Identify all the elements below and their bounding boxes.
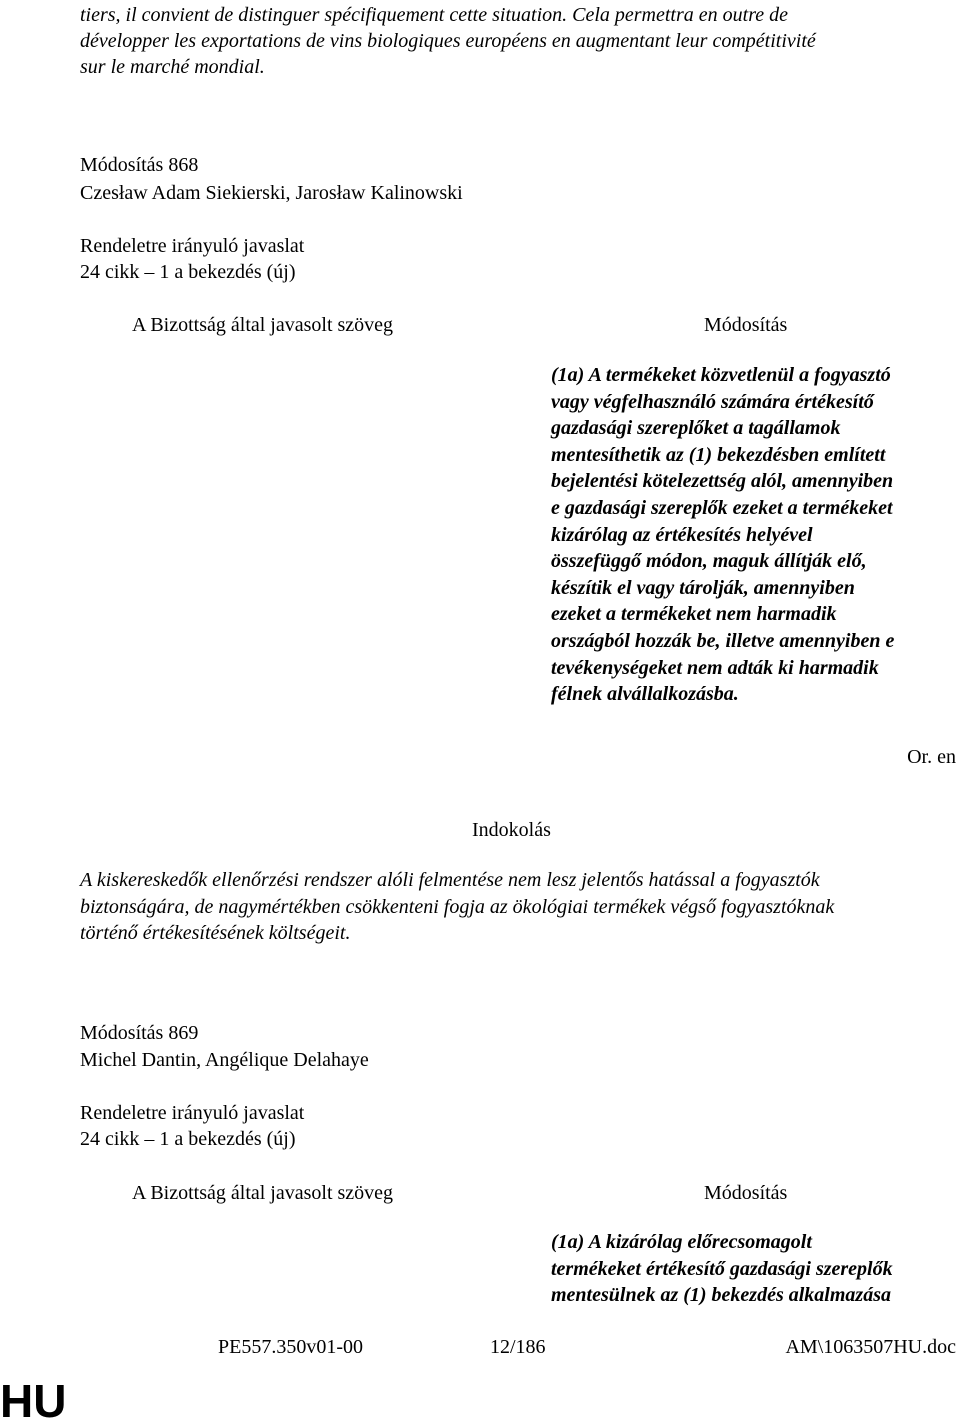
amendment-number: Módosítás 869 <box>80 1022 199 1044</box>
column-header-commission-text: A Bizottság által javasolt szöveg <box>132 314 394 336</box>
column-header-amendment: Módosítás <box>704 1182 788 1204</box>
amendment-text-line: termékeket értékesítő gazdasági szereplők <box>551 1257 893 1280</box>
column-header-amendment: Módosítás <box>704 314 788 336</box>
column-header-commission-text: A Bizottság által javasolt szöveg <box>132 1182 394 1204</box>
amendment-text-line: bejelentési kötelezettség alól, amennyiben <box>551 470 894 493</box>
amendment-text-line: tevékenységeket nem adták ki harmadik <box>551 656 879 679</box>
proposal-title: Rendeletre irányuló javaslat <box>80 1102 305 1124</box>
amendment-text-line: (1a) A kizárólag előrecsomagolt <box>551 1231 812 1253</box>
amendment-number: Módosítás 868 <box>80 154 199 176</box>
amendment-authors: Michel Dantin, Angélique Delahaye <box>80 1049 369 1071</box>
amendment-text-line: mentesülnek az (1) bekezdés alkalmazása <box>551 1284 891 1307</box>
document-reference: PE557.350v01-00 <box>218 1336 363 1358</box>
justification-line: A kiskereskedők ellenőrzési rendszer alóli felmentése nem lesz jelentős hatással a fogyasztók <box>80 869 820 891</box>
amendment-text <box>551 362 955 708</box>
article-reference: 24 cikk – 1 a bekezdés (új) <box>80 1128 296 1150</box>
amendment-text-line: országból hozzák be, illetve amennyiben e <box>551 629 895 652</box>
amendment-text-line: készítik el vagy tárolják, amennyiben <box>551 576 855 599</box>
amendment-authors: Czesław Adam Siekierski, Jarosław Kalinowski <box>80 182 463 204</box>
amendment-text <box>551 1229 955 1309</box>
proposal-title: Rendeletre irányuló javaslat <box>80 235 305 257</box>
intro-line: développer les exportations de vins biologiques européens en augmentant leur compétitivité <box>80 30 816 52</box>
amendment-text-line: e gazdasági szereplők ezeket a termékeket <box>551 496 893 519</box>
amendment-text-line: gazdasági szereplőket a tagállamok <box>551 417 841 440</box>
justification-title: Indokolás <box>472 819 551 841</box>
amendment-text-line: összefüggő módon, maguk állítják elő, <box>551 550 867 573</box>
justification-line: biztonságára, de nagymértékben csökkenteni fogja az ökológiai termékek végső fogyasztóknak <box>80 896 835 918</box>
amendment-text-line: félnek alvállalkozásba. <box>551 683 739 706</box>
original-language: Or. en <box>907 746 956 768</box>
intro-line: tiers, il convient de distinguer spécifiquement cette situation. Cela permettra en outre de <box>80 4 788 26</box>
amendment-text-line: kizárólag az értékesítés helyével <box>551 523 813 546</box>
amendment-text-line: mentesíthetik az (1) bekezdésben említett <box>551 443 886 466</box>
file-name: AM\1063507HU.doc <box>785 1336 956 1358</box>
justification-line: történő értékesítésének költségeit. <box>80 922 351 944</box>
page-number: 12/186 <box>490 1336 546 1358</box>
intro-line: sur le marché mondial. <box>80 56 265 78</box>
amendment-text-line: (1a) A termékeket közvetlenül a fogyasztó <box>551 364 891 386</box>
amendment-text-line: ezeket a termékeket nem harmadik <box>551 603 837 626</box>
amendment-text-line: vagy végfelhasználó számára értékesítő <box>551 390 874 413</box>
language-code: HU <box>0 1375 67 1427</box>
article-reference: 24 cikk – 1 a bekezdés (új) <box>80 261 296 283</box>
